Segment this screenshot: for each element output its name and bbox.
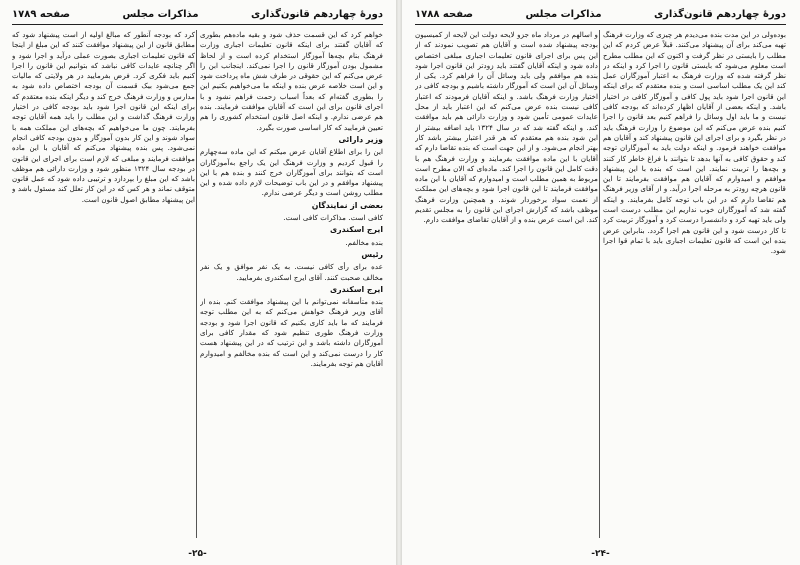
paragraph: این را برای اطلاع آقایان عرض میکنم که این ماده سه‌چهارم را قبول کردیم و وزارت فرهنگ این یک راجع به‌آموزگاران است که بتوانند برای آموزگاران خرج کنند و بنده هم با این پیشنهاد موافقم و در این باب توضیحات لازم داده شده و این مطلب روشن است و دیگر عرضی ندارم. — [200, 147, 383, 198]
page-1789 — [0, 0, 395, 565]
paragraph: خواهم کرد که این قسمت حذف شود و بقیه ماده‌هم بطوری که آقایان گفتند برای اینکه قانون تعلیمات اجباری وزارت فرهنگ بنام بچه‌ها آموزگار استخدام کرده است و از لحاظ مشمول بودن آموزگار قانون را اجرا نمی‌کند. اینجانب ابن را عرض می‌کنم که این حقوقی در طرف شش ماه پرداخت شود و این است خلاصه عرض بنده و اینکه ما می‌خواهیم بکنیم این را بطوری گفته‌ام که بعداً اسباب زحمت فراهم نشود و با اجرای قانون برای این است که آقایان موافقت فرمایند. بنده هم عرضی ندارم. و اینکه اصل قانون استخدام کشوری را هم تعیین فرمایید که کار اساسی صورت بگیرد. — [200, 30, 383, 132]
session-title: دورهٔ چهاردهم قانون‌گذاری — [250, 8, 383, 20]
text-column-right — [603, 30, 786, 538]
speaker-heading: ایرج اسکندری — [330, 225, 383, 235]
speaker-heading: وزیر دارائی — [338, 134, 383, 144]
page-header — [415, 5, 786, 23]
speaker-heading: بعضی از نمایندگان — [311, 200, 383, 210]
text-column-left — [415, 30, 598, 538]
header-rule — [415, 24, 786, 25]
binding-gutter — [396, 0, 402, 565]
paragraph: کرد که بودجه آنطور که مبالغ اولیه از است پیشنهاد شود که مطابق قانون از این پیشنهاد موافقت کنند که این مبلغ از اینجا که قانون تعلیمات اجباری بصورت عملی درآید و اجرا شود و اگر چنانچه عایدات کافی نباشد که بتوانیم این قانون را اجرا کنیم باید فکری کرد. فرض بفرمایید در هر ولایتی که مالیات جمع می‌شود بیک قسمت آن بودجه اختصاص داده شود به مدارس و وزارت فرهنگ خرج کند و دیگر اینکه بنده معتقدم که برای اینکه این قانون اجرا شود باید بودجه کافی در اختیار وزارت فرهنگ گذاشت و این مطلب را باید همه آقایان توجه بفرمایند. چون ما می‌خواهیم که بچه‌های این مملکت همه با سواد شوند و این کار بدون آموزگار و بدون بودجه کافی انجام نمی‌شود. پس بنده پیشنهاد می‌کنم که آقایان با این ماده موافقت فرمایند و مبلغی که لازم است برای اجرای این قانون در بودجه سال ۱۳۲۴ منظور شود و وزارت دارائی هم موظف باشد که این مبلغ را بپردازد و ترتیبی داده شود که عمل قانون متوقف نماند و هر کس که در این کار تعلل کند مسئول باشد و این پیشنهاد مطابق اصول قانون است. — [12, 30, 195, 204]
paragraph: و اسالهم در مرداد ماه جزو لایحه دولت این لایحه از کمیسیون بودجه پیشنهاد شده است و آقایان هم تصویب نمودند که از این پس برای اجرای قانون تعلیمات اجباری مبلغی اختصاص داده شود و اینکه آقایان گفتند باید زودتر این قانون اجرا شود بنده هم موافقم ولی باید وسائل آن را فراهم کرد. یکی از وسائل آن این است که آموزگار داشته باشیم و بودجه کافی در اختیار وزارت فرهنگ باشد. و اینکه آقایان فرمودند که اعتبار کافی نیست بنده عرض می‌کنم که این اعتبار باید از محل عایدات عمومی تأمین شود و وزارت دارائی هم باید موافقت کند. و اینکه گفته شد که در سال ۱۳۲۴ باید اضافه بیشتر از این شود بنده هم معتقدم که هر قدر اعتبار بیشتر باشد کار بهتر انجام می‌شود. و از این جهت است که بنده تقاضا دارم که آقایان با این ماده موافقت بفرمایند و وزارت فرهنگ هم با دقت کامل این قانون را اجرا کند. ماده‌ای که الان مطرح است مربوط به همین مطلب است و امیدوارم که آقایان با این ماده موافقت فرمایند تا این قانون اجرا شود و بچه‌های این مملکت از نعمت سواد برخوردار شوند. و همچنین وزارت فرهنگ موظف باشد که گزارش اجرای این قانون را به مجلس تقدیم کند. این است عرض بنده و از آقایان تقاضای موافقت دارم. — [415, 30, 598, 225]
column-divider — [196, 30, 197, 538]
page-header — [12, 5, 383, 23]
paragraph: بنده متأسفانه‌ نمی‌توانم با این پیشنهاد موافقت کنم. بنده از آقای وزیر فرهنگ خواهش می‌کنم که به این مطلب توجه فرمایند که ما باید کاری بکنیم که قانون اجرا شود و بودجه وزارت فرهنگ طوری تنظیم شود که مقدار کافی برای آموزگاران داشته باشد و این ترتیب که در این پیشنهاد هست کار را درست نمی‌کند و این است که بنده مخالفم و امیدوارم آقایان هم توجه بفرمایند. — [200, 297, 383, 368]
speaker-heading: رئیس — [361, 249, 383, 259]
page-1788 — [403, 0, 798, 565]
paragraph: عده برای رأی کافی نیست. به‌ یک نفر موافق و یک نفر مخالف صحبت کنند. آقای ایرج اسکندری بفرمایید. — [200, 262, 383, 282]
page-number: -۲۴- — [591, 549, 610, 559]
page-label: صفحه ۱۷۸۸ — [415, 8, 474, 20]
header-rule — [12, 24, 383, 25]
paragraph: بوده‌ولی در این مدت بنده می‌دیدم هر چیزی که وزارت فرهنگ تهیه می‌کند برای آن پیشنهاد می‌کنند. قبلاً عرض کردم که این مطلب را بایستی در نظر گرفت و اکنون که این مطلب مطرح است معلوم می‌شود که بایستی قانون را اجرا کرد و اینکه در نظر گرفته شده که وزارت فرهنگ به اعتبار آموزگاران عمل کند این یک مطلب اساسی است و بنده معتقدم که برای اینکه این قانون اجرا شود باید پول کافی و آموزگار کافی در اختیار باشد. و اینکه بعضی از آقایان اظهار کرده‌اند که بودجه کافی نیست و ما باید اول وسائل را فراهم کنیم بعد قانون را اجرا کنیم بنده عرض می‌کنم که این موضوع را وزارت فرهنگ باید در نظر بگیرد و برای اجرای این قانون پیشنهاد کند و آقایان هم موافقت خواهند فرمود. و اینکه دولت باید به آموزگاران توجه کند و حقوق کافی به آنها بدهد تا بتوانند با فراغ خاطر کار کنند و بچه‌ها را تربیت نمایند. این است که بنده با این پیشنهاد موافقم و امیدوارم که آقایان هم موافقت بفرمایند تا این قانون هرچه زودتر به مرحله اجرا درآید. و از آقای وزیر فرهنگ هم تقاضا دارم که در این باب توجه کامل بفرمایند. و اینکه گفته شد که آموزگاران خوب نداریم این مطلب درست است ولی باید تهیه کرد و دانشسرا درست کرد و آموزگار تربیت کرد تا کار درست شود و این قانون هم اجرا گردد. بنابراین عرض بنده این است که قانون تعلیمات اجباری باید با تمام قوا اجرا شود. — [603, 30, 786, 256]
publication-title: مذاکرات مجلس — [122, 8, 199, 20]
session-title: دورهٔ چهاردهم قانون‌گذاری — [653, 8, 786, 20]
paragraph: کافی است. مذاکرات کافی است. — [283, 213, 383, 223]
publication-title: مذاکرات مجلس — [525, 8, 602, 20]
page-number: -۲۵- — [188, 549, 207, 559]
speaker-heading: ایرج اسکندری — [330, 284, 383, 294]
page-label: صفحه ۱۷۸۹ — [12, 8, 71, 20]
text-column-right — [200, 30, 383, 538]
paragraph: بنده مخالفم. — [345, 237, 383, 247]
text-column-left — [12, 30, 195, 538]
column-divider — [599, 30, 600, 538]
